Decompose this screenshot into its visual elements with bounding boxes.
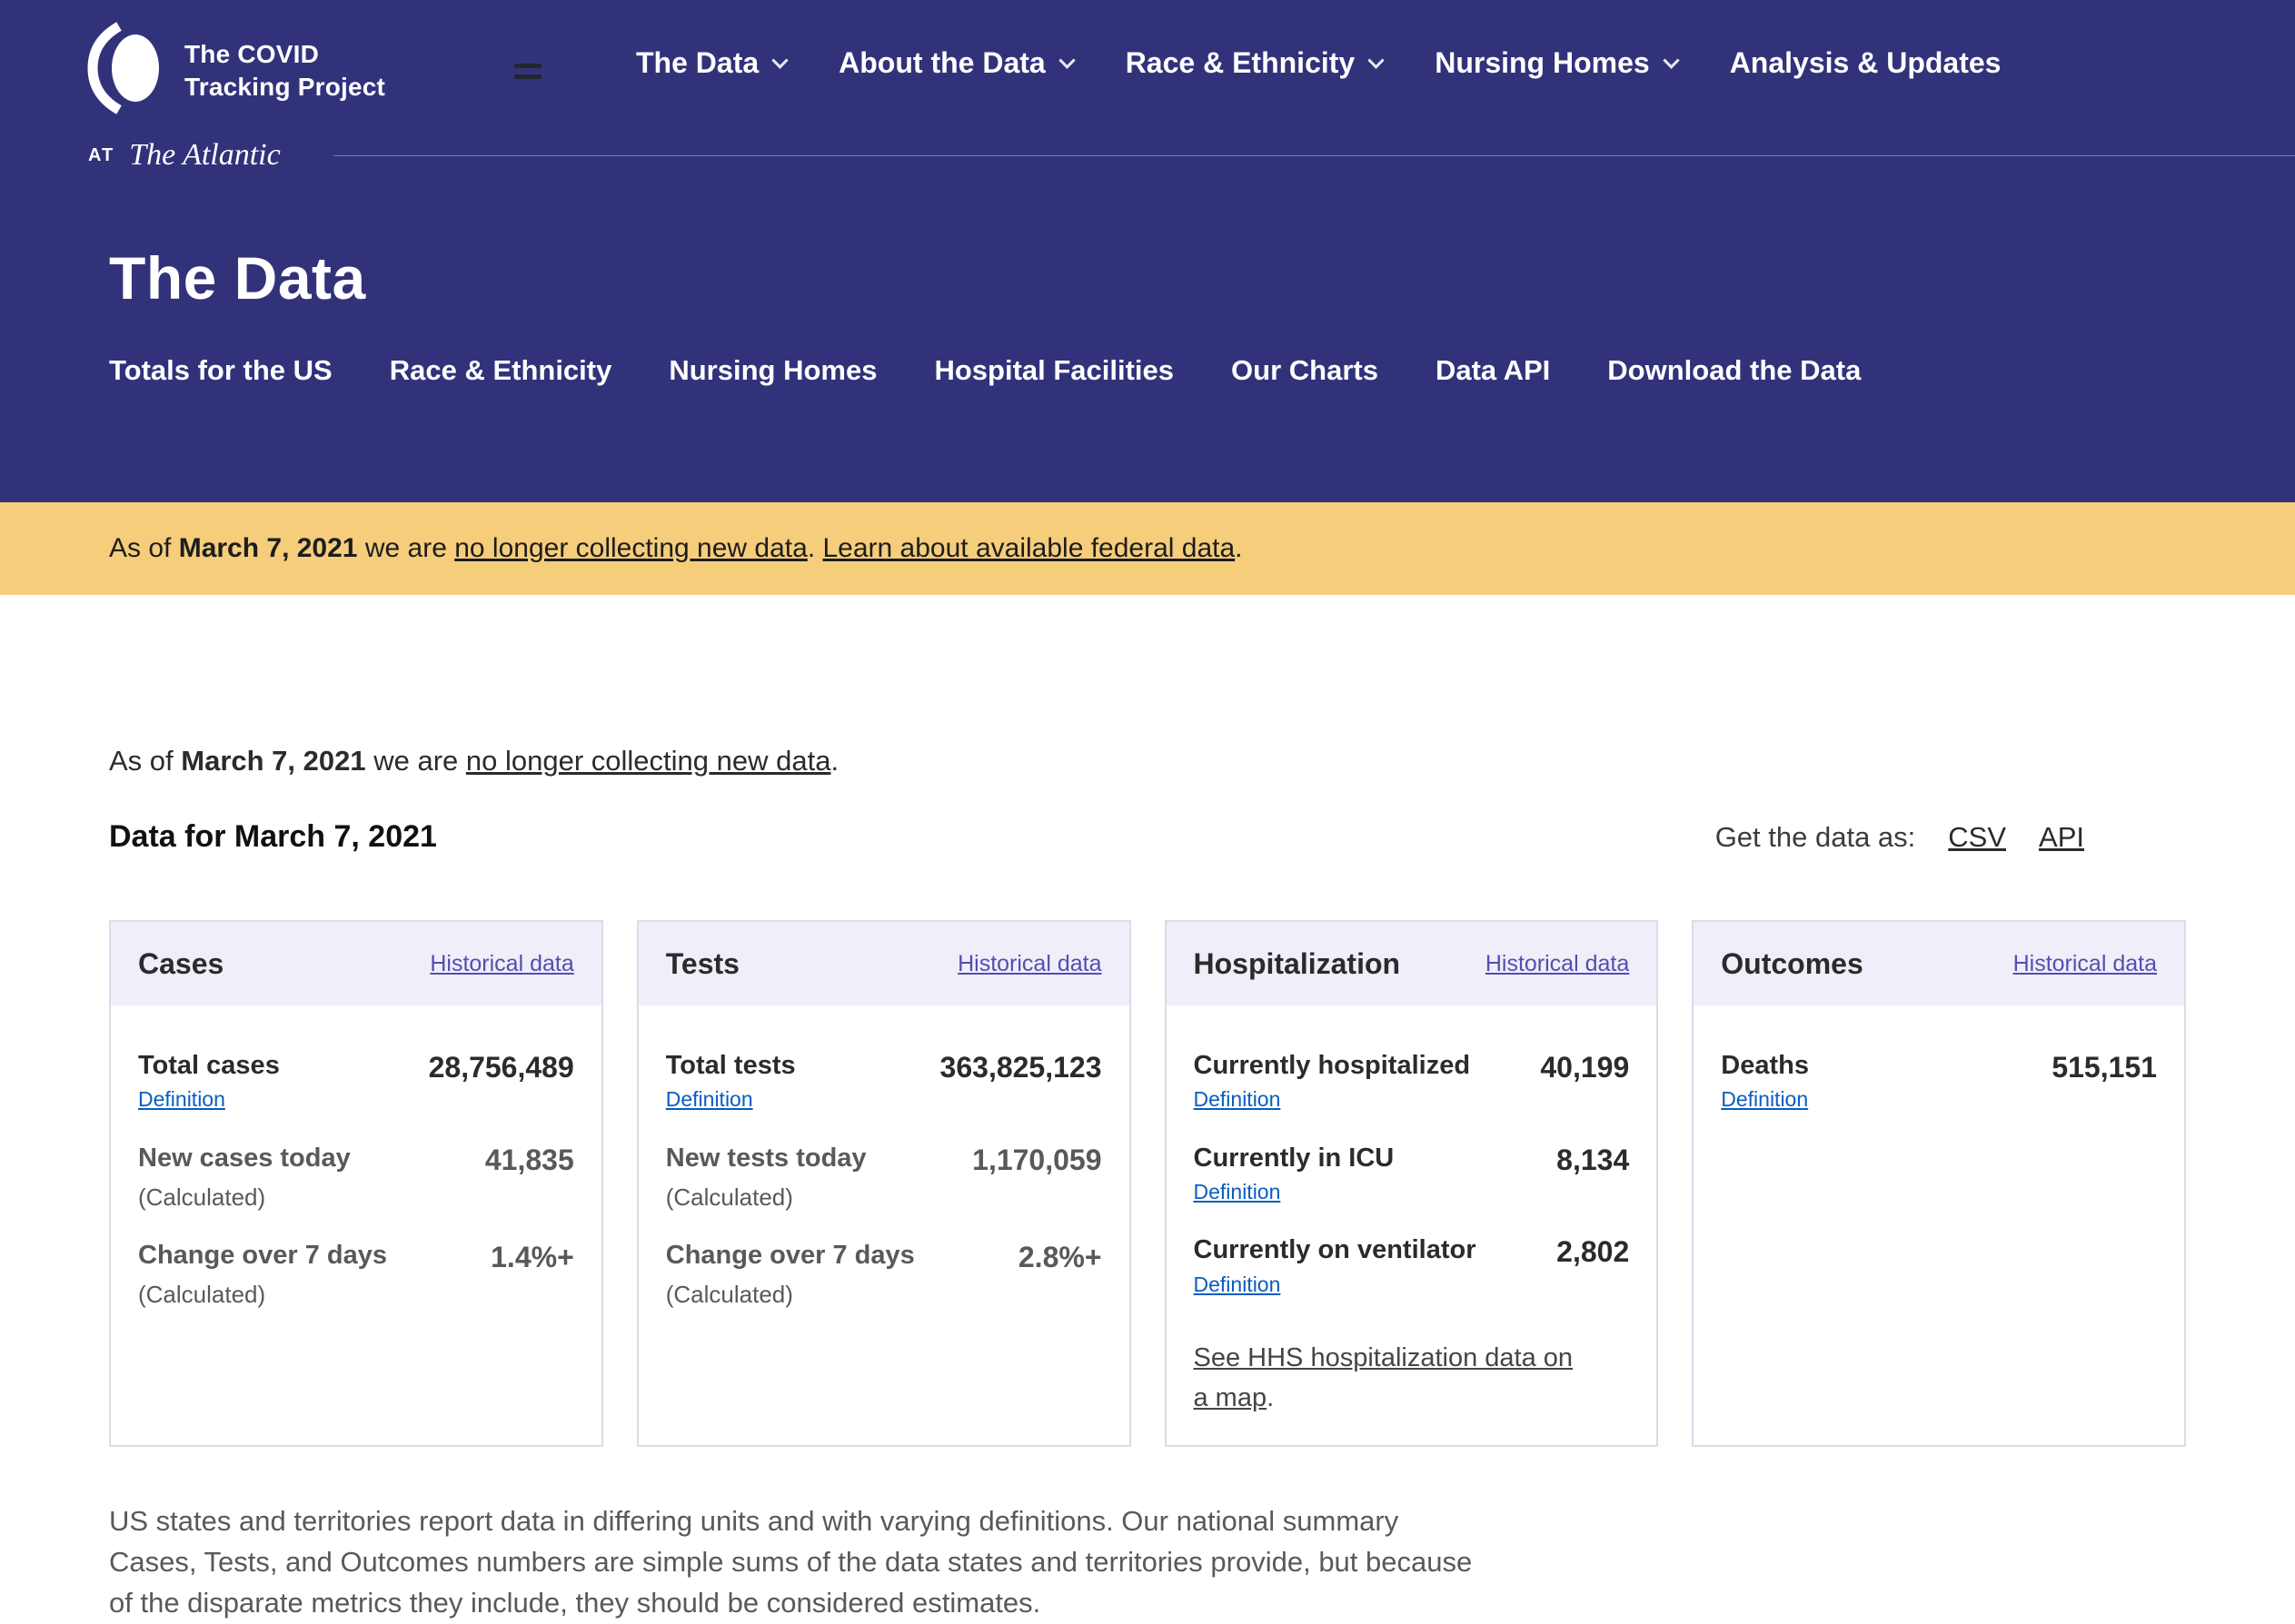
subnav-race-ethnicity[interactable]: Race & Ethnicity bbox=[389, 354, 612, 386]
hospitalization-historical-data-link[interactable]: Historical data bbox=[1485, 950, 1630, 976]
main-content bbox=[0, 745, 2295, 1624]
nav-item-the-data[interactable] bbox=[636, 46, 786, 80]
data-date-heading: Data for March 7, 2021 bbox=[109, 819, 437, 854]
change-over-7-days-stat bbox=[138, 1241, 574, 1309]
data-collection-banner bbox=[0, 502, 2295, 595]
stat-label: New cases today (Calculated) bbox=[138, 1143, 351, 1212]
chevron-down-icon bbox=[1058, 52, 1075, 68]
card-title: Hospitalization bbox=[1193, 946, 1401, 980]
stat-label: Currently on ventilator Definition bbox=[1193, 1235, 1476, 1296]
stat-value: 515,151 bbox=[2052, 1051, 2157, 1084]
subnav-totals-for-the-us[interactable]: Totals for the US bbox=[109, 354, 333, 386]
notice-text: As of March 7, 2021 we are no longer collecting new data. bbox=[109, 745, 840, 777]
tests-historical-data-link[interactable]: Historical data bbox=[958, 950, 1102, 976]
stat-label: Total cases Definition bbox=[138, 1051, 280, 1112]
disclaimer-text: US states and territories report data in differing units and with varying definitions. Our national summary Cases, Tests, and Outcomes numbers are simple sums of the data states and territories provide, but because of the disparate metrics they include, they should be considered estimates. bbox=[109, 1505, 1473, 1619]
cases-card-header bbox=[111, 922, 601, 1005]
banner-no-longer-collecting-link[interactable]: no longer collecting new data bbox=[454, 533, 808, 563]
main-nav bbox=[636, 0, 2001, 125]
stat-label: Change over 7 days (Calculated) bbox=[138, 1240, 387, 1309]
covid-tracking-project-logo[interactable] bbox=[86, 20, 385, 121]
site-header bbox=[0, 0, 2295, 502]
nav-item-race-ethnicity[interactable] bbox=[1126, 46, 1383, 80]
nav-label: Analysis & Updates bbox=[1729, 45, 2002, 79]
currently-on-ventilator-stat bbox=[1194, 1235, 1630, 1299]
new-cases-today-stat bbox=[138, 1144, 574, 1212]
stat-value: 1.4%+ bbox=[491, 1240, 574, 1273]
stat-label: Deaths Definition bbox=[1721, 1051, 1809, 1112]
covid-logo-icon bbox=[86, 20, 166, 121]
total-cases-stat bbox=[138, 1051, 574, 1114]
cases-card bbox=[109, 920, 603, 1447]
definition-link[interactable]: Definition bbox=[138, 1087, 225, 1112]
stat-label: New tests today (Calculated) bbox=[665, 1143, 867, 1212]
header-divider bbox=[333, 155, 2295, 156]
outcomes-card bbox=[1692, 920, 2186, 1447]
total-tests-stat bbox=[666, 1051, 1102, 1114]
nav-item-nursing-homes[interactable] bbox=[1435, 46, 1676, 80]
chevron-down-icon bbox=[1368, 52, 1385, 68]
definition-link[interactable]: Definition bbox=[1193, 1180, 1281, 1204]
stat-label: Change over 7 days (Calculated) bbox=[665, 1240, 915, 1309]
calculated-note: (Calculated) bbox=[138, 1183, 266, 1212]
stat-label: Total tests Definition bbox=[665, 1051, 796, 1112]
subnav-download-the-data[interactable]: Download the Data bbox=[1607, 354, 1862, 386]
stat-value: 40,199 bbox=[1540, 1051, 1630, 1084]
hospitalization-card bbox=[1165, 920, 1659, 1447]
nav-label: The Data bbox=[636, 45, 760, 79]
subnav-data-api[interactable]: Data API bbox=[1435, 354, 1551, 386]
outcomes-historical-data-link[interactable]: Historical data bbox=[2012, 950, 2157, 976]
deaths-stat bbox=[1721, 1051, 2157, 1114]
card-title: Tests bbox=[665, 946, 740, 980]
menu-icon[interactable] bbox=[514, 64, 541, 85]
get-data-label: Get the data as: bbox=[1714, 821, 1916, 853]
tests-card-header bbox=[639, 922, 1129, 1005]
page-title: The Data bbox=[109, 244, 366, 312]
calculated-note: (Calculated) bbox=[665, 1183, 793, 1212]
at-label: AT bbox=[88, 144, 115, 165]
tests-card-body bbox=[639, 1005, 1129, 1445]
definition-link[interactable]: Definition bbox=[1193, 1087, 1281, 1112]
atlantic-row bbox=[0, 133, 2295, 178]
definition-link[interactable]: Definition bbox=[665, 1087, 753, 1112]
tests-card bbox=[637, 920, 1131, 1447]
stat-value: 28,756,489 bbox=[428, 1051, 574, 1084]
banner-federal-data-link[interactable]: Learn about available federal data bbox=[822, 533, 1236, 563]
top-bar bbox=[0, 0, 2295, 125]
nav-item-about-the-data[interactable] bbox=[839, 46, 1073, 80]
logo-text: The COVID Tracking Project bbox=[184, 39, 386, 101]
change-over-7-days-stat bbox=[666, 1241, 1102, 1309]
nav-label: Race & Ethnicity bbox=[1125, 45, 1356, 79]
stat-value: 41,835 bbox=[484, 1143, 574, 1176]
subnav-nursing-homes[interactable]: Nursing Homes bbox=[669, 354, 878, 386]
chevron-down-icon bbox=[771, 52, 788, 68]
cases-card-body bbox=[111, 1005, 601, 1445]
cases-historical-data-link[interactable]: Historical data bbox=[430, 950, 574, 976]
nav-item-analysis-updates[interactable] bbox=[1730, 46, 2002, 80]
stat-label: Currently in ICU Definition bbox=[1193, 1143, 1395, 1204]
stat-value: 1,170,059 bbox=[972, 1143, 1102, 1176]
stat-value: 2,802 bbox=[1556, 1235, 1630, 1269]
nav-label: Nursing Homes bbox=[1435, 45, 1650, 79]
stat-value: 2.8%+ bbox=[1018, 1240, 1102, 1273]
new-tests-today-stat bbox=[666, 1144, 1102, 1212]
hospitalization-card-header bbox=[1167, 922, 1657, 1005]
calculated-note: (Calculated) bbox=[138, 1281, 266, 1309]
currently-hospitalized-stat bbox=[1194, 1051, 1630, 1114]
nav-label: About the Data bbox=[839, 45, 1046, 79]
calculated-note: (Calculated) bbox=[665, 1281, 793, 1309]
chevron-down-icon bbox=[1663, 52, 1679, 68]
data-heading-row bbox=[109, 819, 2186, 855]
page-subnav bbox=[109, 354, 2295, 387]
stat-value: 8,134 bbox=[1556, 1143, 1630, 1176]
outcomes-card-header bbox=[1694, 922, 2184, 1005]
stat-value: 363,825,123 bbox=[939, 1051, 1102, 1084]
hhs-map-link[interactable]: See HHS hospitalization data on a map bbox=[1193, 1343, 1574, 1412]
csv-link[interactable]: CSV bbox=[1948, 821, 2007, 853]
summary-cards bbox=[109, 920, 2186, 1447]
outcomes-card-body bbox=[1694, 1005, 2184, 1445]
notice-no-longer-collecting-link[interactable]: no longer collecting new data bbox=[465, 745, 831, 777]
subnav-hospital-facilities[interactable]: Hospital Facilities bbox=[934, 354, 1175, 386]
definition-link[interactable]: Definition bbox=[1721, 1087, 1809, 1112]
currently-in-icu-stat bbox=[1194, 1144, 1630, 1207]
card-title: Cases bbox=[138, 946, 224, 980]
banner-text: As of March 7, 2021 we are no longer collecting new data. Learn about available federal data. bbox=[109, 533, 1243, 563]
stat-label: Currently hospitalized Definition bbox=[1193, 1051, 1471, 1112]
subnav-our-charts[interactable]: Our Charts bbox=[1231, 354, 1378, 386]
hhs-map-link-wrap: See HHS hospitalization data on a map. bbox=[1193, 1343, 1574, 1412]
card-title: Outcomes bbox=[1721, 946, 1863, 980]
api-link[interactable]: API bbox=[2039, 821, 2084, 853]
get-data-block bbox=[1715, 821, 2186, 854]
definition-link[interactable]: Definition bbox=[1193, 1272, 1281, 1296]
hospitalization-card-body bbox=[1167, 1005, 1657, 1445]
the-atlantic-link[interactable]: The Atlantic bbox=[129, 138, 281, 172]
